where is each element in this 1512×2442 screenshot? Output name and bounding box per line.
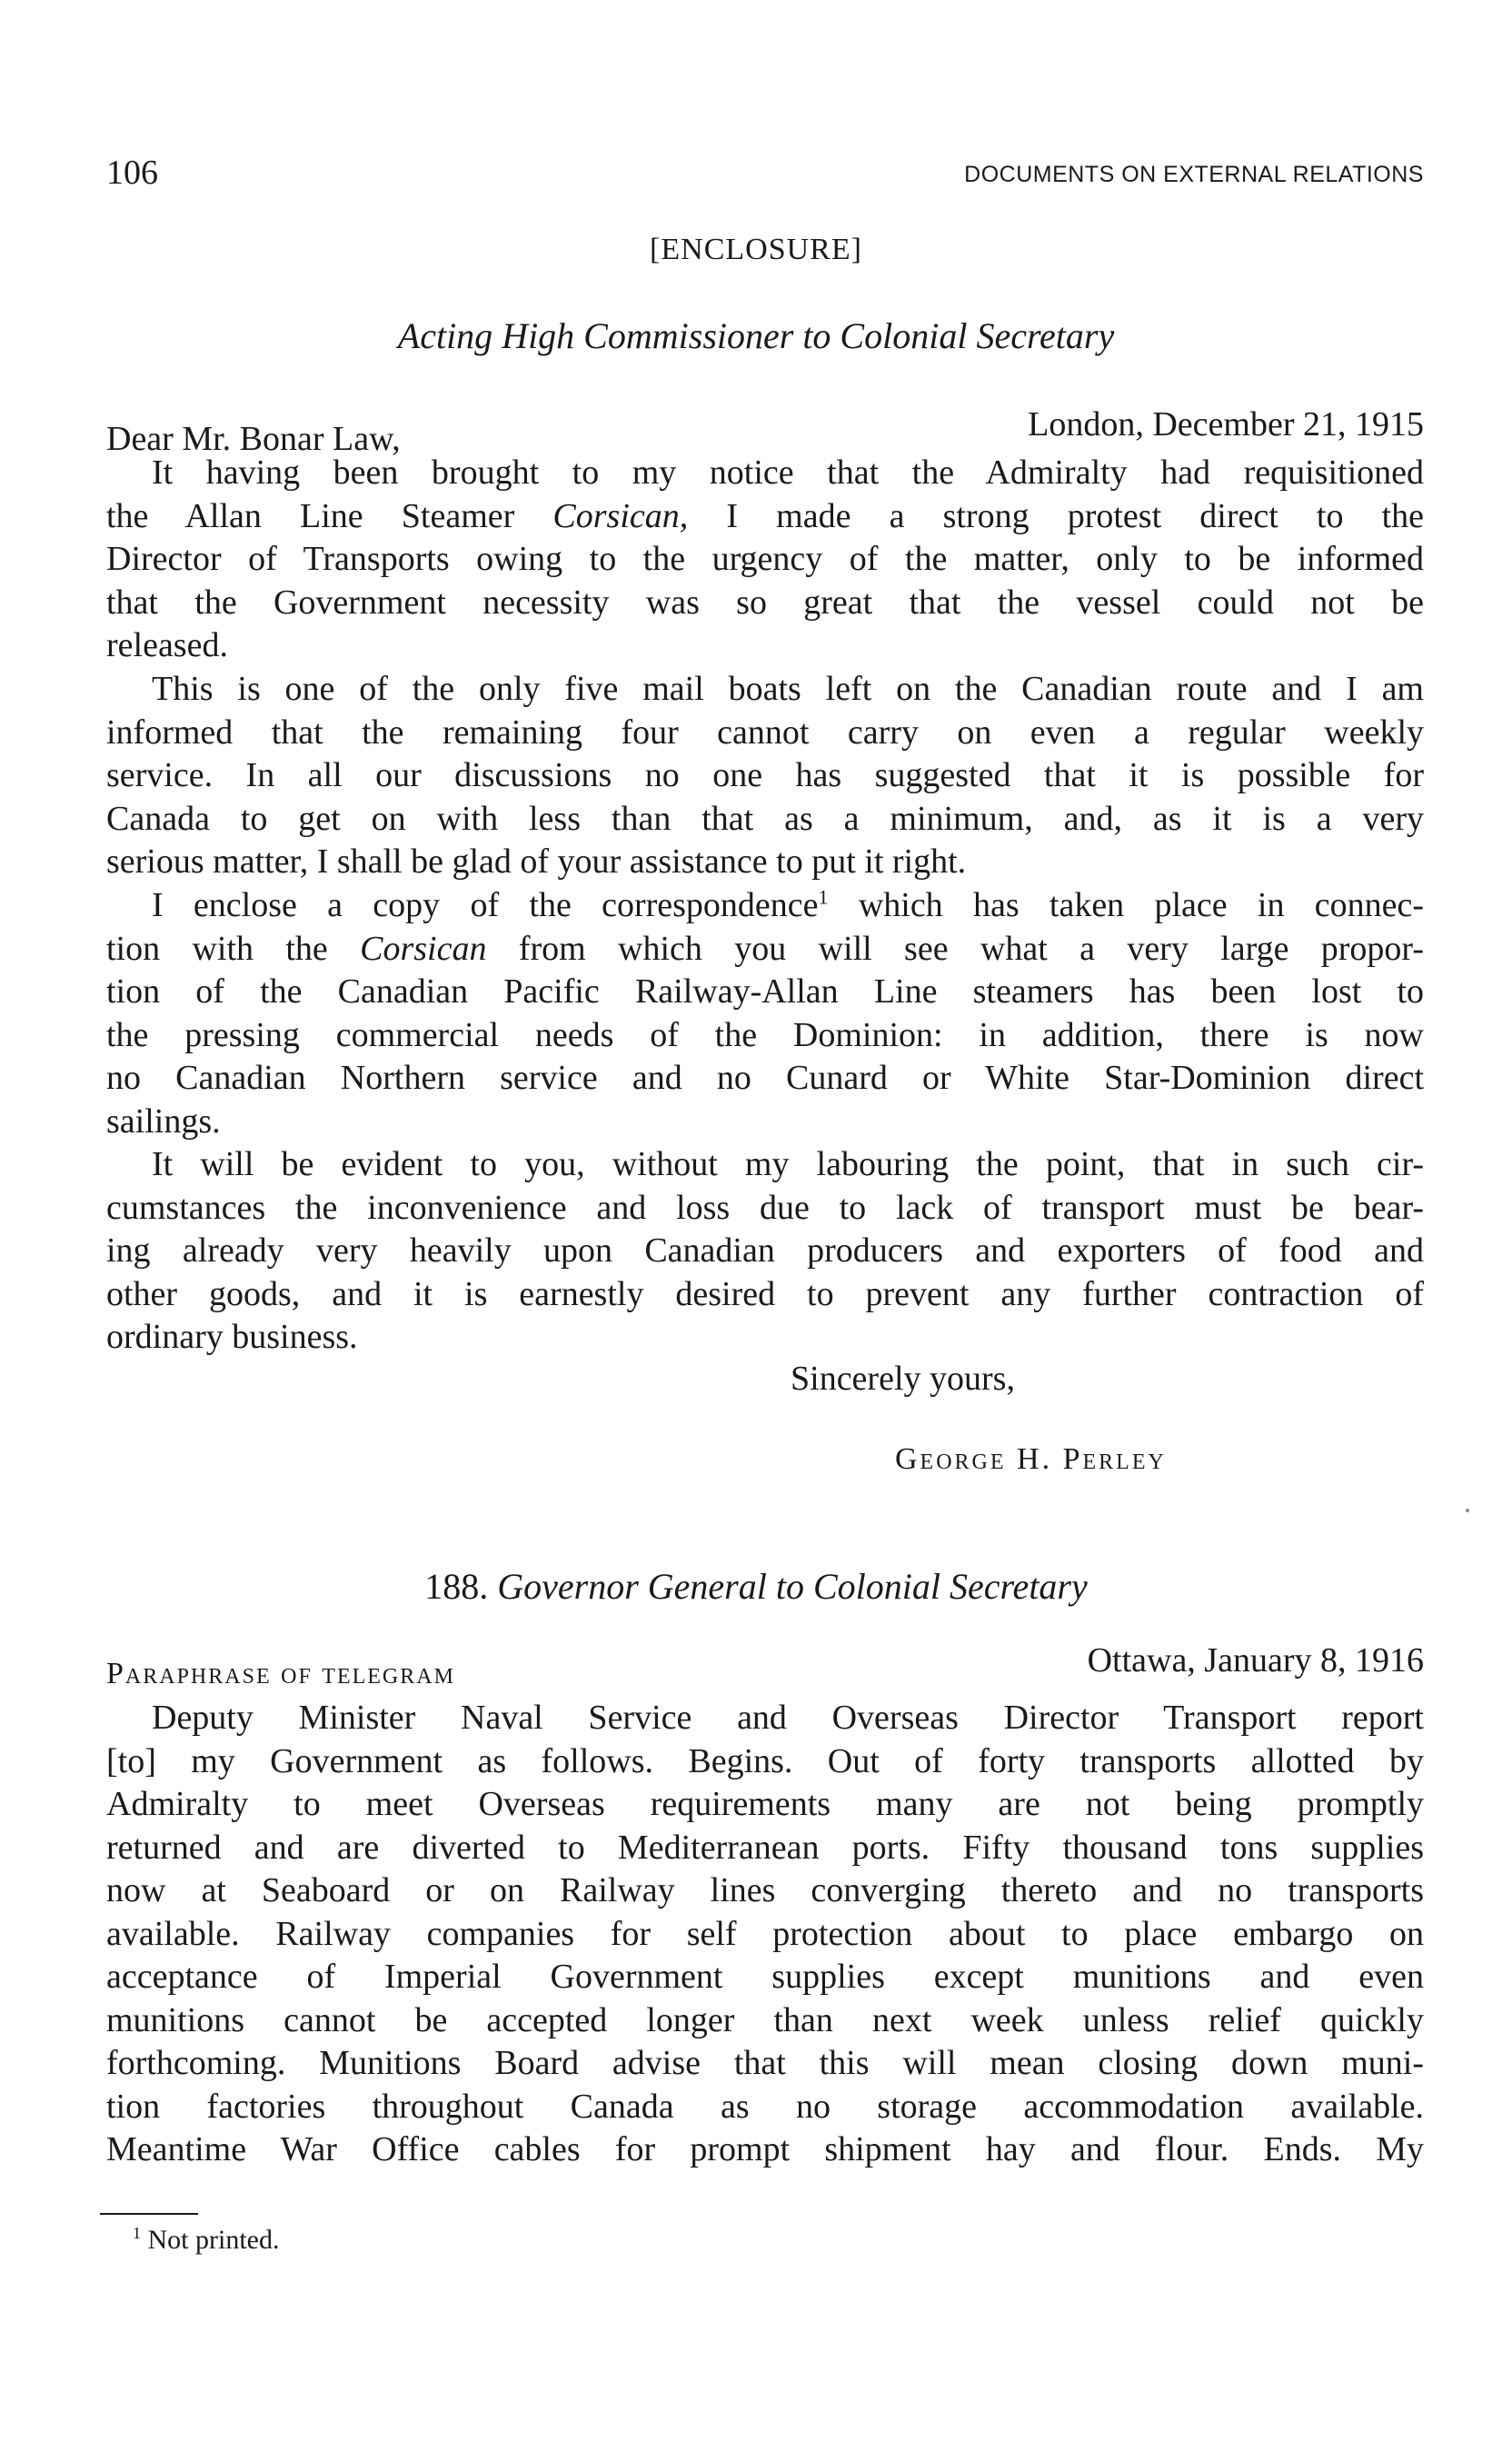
text-fragment: I made a strong protest direct to the bbox=[688, 496, 1425, 535]
text-line: Canada to get on with less than that as a minimum, and, as it is a very bbox=[106, 799, 1424, 838]
text-line: Admiralty to meet Overseas requirements many are not being promptly bbox=[106, 1785, 1424, 1823]
text-line: forthcoming. Munitions Board advise that this will mean closing down muni- bbox=[106, 2044, 1424, 2082]
document-number: 188. bbox=[424, 1566, 489, 1607]
footnote-rule bbox=[100, 2213, 198, 2215]
text-line: [to] my Government as follows. Begins. Out of forty transports allotted by bbox=[106, 1741, 1424, 1780]
text-line: other goods, and it is earnestly desired to prevent any further contraction of bbox=[106, 1274, 1424, 1313]
enclosure-title: Acting High Commissioner to Colonial Secretary bbox=[397, 315, 1115, 356]
telegram-body bbox=[106, 1697, 1424, 2172]
place-date: Ottawa, January 8, 1916 bbox=[1087, 1641, 1424, 1679]
text-line bbox=[106, 495, 1424, 539]
text-line: It will be evident to you, without my labouring the point, that in such cir- bbox=[152, 1145, 1424, 1183]
text-line: cumstances the inconvenience and loss due to lack of transport must be bear- bbox=[106, 1188, 1424, 1227]
text-line bbox=[106, 928, 1424, 972]
text-line: available. Railway companies for self protection about to place embargo on bbox=[106, 1914, 1424, 1953]
text-fragment: from which you will see what a very large propor- bbox=[486, 929, 1424, 968]
running-head: DOCUMENTS ON EXTERNAL RELATIONS bbox=[964, 162, 1424, 187]
text-line: serious matter, I shall be glad of your assistance to put it right. bbox=[106, 842, 967, 881]
enclosure-label: [ENCLOSURE] bbox=[650, 233, 862, 266]
footnote bbox=[133, 2225, 279, 2256]
footnote-marker: 1 bbox=[133, 2224, 141, 2242]
text-line: no Canadian Northern service and no Cunard or White Star-Dominion direct bbox=[106, 1059, 1424, 1097]
text-fragment: the Allan Line Steamer bbox=[106, 496, 553, 535]
ship-name: Corsican, bbox=[552, 496, 689, 535]
text-line: service. In all our discussions no one has suggested that it is possible for bbox=[106, 756, 1424, 794]
text-line: tion factories throughout Canada as no storage accommodation available. bbox=[106, 2087, 1424, 2126]
telegram-heading-row bbox=[106, 1640, 1424, 1690]
document-type: Paraphrase of telegram bbox=[106, 1657, 455, 1690]
text-line: the pressing commercial needs of the Dominion: in addition, there is now bbox=[106, 1015, 1424, 1054]
text-line: Meantime War Office cables for prompt shipment hay and flour. Ends. My bbox=[106, 2130, 1424, 2168]
text-line: returned and are diverted to Mediterranean ports. Fifty thousand tons supplies bbox=[106, 1828, 1424, 1867]
text-line: acceptance of Imperial Government supplies except munitions and even bbox=[106, 1958, 1424, 1996]
closing: Sincerely yours, bbox=[791, 1360, 1015, 1398]
place-date: London, December 21, 1915 bbox=[1028, 405, 1424, 444]
text-line: Director of Transports owing to the urgency of the matter, only to be informed bbox=[106, 540, 1424, 578]
text-line: sailings. bbox=[106, 1101, 221, 1141]
text-line: that the Government necessity was so great that the vessel could not be bbox=[106, 583, 1424, 622]
text-line: informed that the remaining four cannot carry on even a regular weekly bbox=[106, 713, 1424, 752]
salutation-row bbox=[106, 404, 1424, 458]
text-line: ordinary business. bbox=[106, 1318, 358, 1356]
text-fragment: tion with the bbox=[106, 929, 361, 968]
page-number: 106 bbox=[106, 154, 158, 192]
footnote-reference: 1 bbox=[818, 885, 829, 909]
text-line: ing already very heavily upon Canadian producers and exporters of food and bbox=[106, 1231, 1424, 1270]
enclosure-paragraph-1 bbox=[106, 452, 1424, 668]
enclosure-paragraph-4 bbox=[106, 1143, 1424, 1360]
page-header bbox=[106, 153, 1424, 198]
signature: George H. Perley bbox=[895, 1442, 1167, 1476]
footnote-text: Not printed. bbox=[147, 2225, 280, 2255]
ship-name: Corsican bbox=[360, 929, 487, 968]
text-line bbox=[106, 884, 1424, 928]
text-line: released. bbox=[106, 626, 228, 664]
enclosure-paragraph-3 bbox=[106, 884, 1424, 1143]
document-title: Governor General to Colonial Secretary bbox=[497, 1566, 1088, 1607]
enclosure-paragraph-2 bbox=[106, 668, 1424, 884]
text-fragment: I enclose a copy of the correspondence bbox=[152, 886, 819, 924]
text-fragment: which has taken place in connec- bbox=[828, 886, 1424, 924]
text-line: tion of the Canadian Pacific Railway-Allan Line steamers has been lost to bbox=[106, 972, 1424, 1011]
stray-mark bbox=[1466, 1509, 1469, 1512]
text-line: munitions cannot be accepted longer than next week unless relief quickly bbox=[106, 2000, 1424, 2039]
salutation: Dear Mr. Bonar Law, bbox=[106, 420, 401, 458]
text-line: Deputy Minister Naval Service and Overseas Director Transport report bbox=[152, 1699, 1424, 1737]
document-188-title bbox=[0, 1565, 1512, 1608]
text-line: This is one of the only five mail boats left on the Canadian route and I am bbox=[152, 670, 1424, 708]
text-line: now at Seaboard or on Railway lines converging thereto and no transports bbox=[106, 1871, 1424, 1909]
text-line: It having been brought to my notice that the Admiralty had requisitioned bbox=[152, 454, 1424, 492]
